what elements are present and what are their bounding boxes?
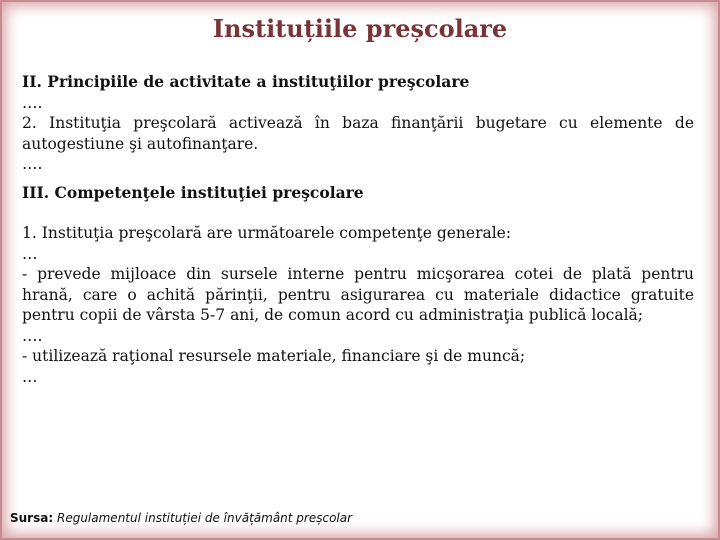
ellipsis: … — [22, 367, 38, 386]
source-citation — [10, 511, 352, 525]
slide-body — [22, 72, 694, 387]
source-label: Sursa: — [10, 511, 54, 525]
section-3-bullet-1: - prevede mijloace din sursele interne pentru micşorarea cotei de plată pentru hrană, care o achită părinţii, pentru asigurarea cu materiale didactice gratuite pentru copii de vârsta 5-7 ani, de comun acord cu administraţia publică locală; — [22, 265, 694, 324]
ellipsis: …. — [22, 326, 43, 345]
slide-title: Instituțiile preșcolare — [212, 14, 508, 43]
ellipsis: …. — [22, 93, 43, 112]
section-3-item-1: 1. Instituţia preşcolară are următoarele competenţe generale: — [22, 224, 512, 242]
section-2-heading: II. Principiile de activitate a instituţiilor preşcolare — [22, 72, 470, 91]
section-3-bullet-2: - utilizează raţional resursele materiale, financiare şi de muncă; — [22, 347, 526, 365]
ellipsis: …. — [22, 155, 43, 173]
section-2-item-2: 2. Instituţia preşcolară activează în baza finanţării bugetare cu elemente de autogestiune şi autofinanţare. — [22, 114, 694, 153]
source-text: Regulamentul instituției de învățământ preșcolar — [56, 511, 353, 525]
ellipsis: … — [22, 244, 38, 263]
section-3-heading: III. Competenţele instituţiei preşcolare — [22, 182, 364, 202]
